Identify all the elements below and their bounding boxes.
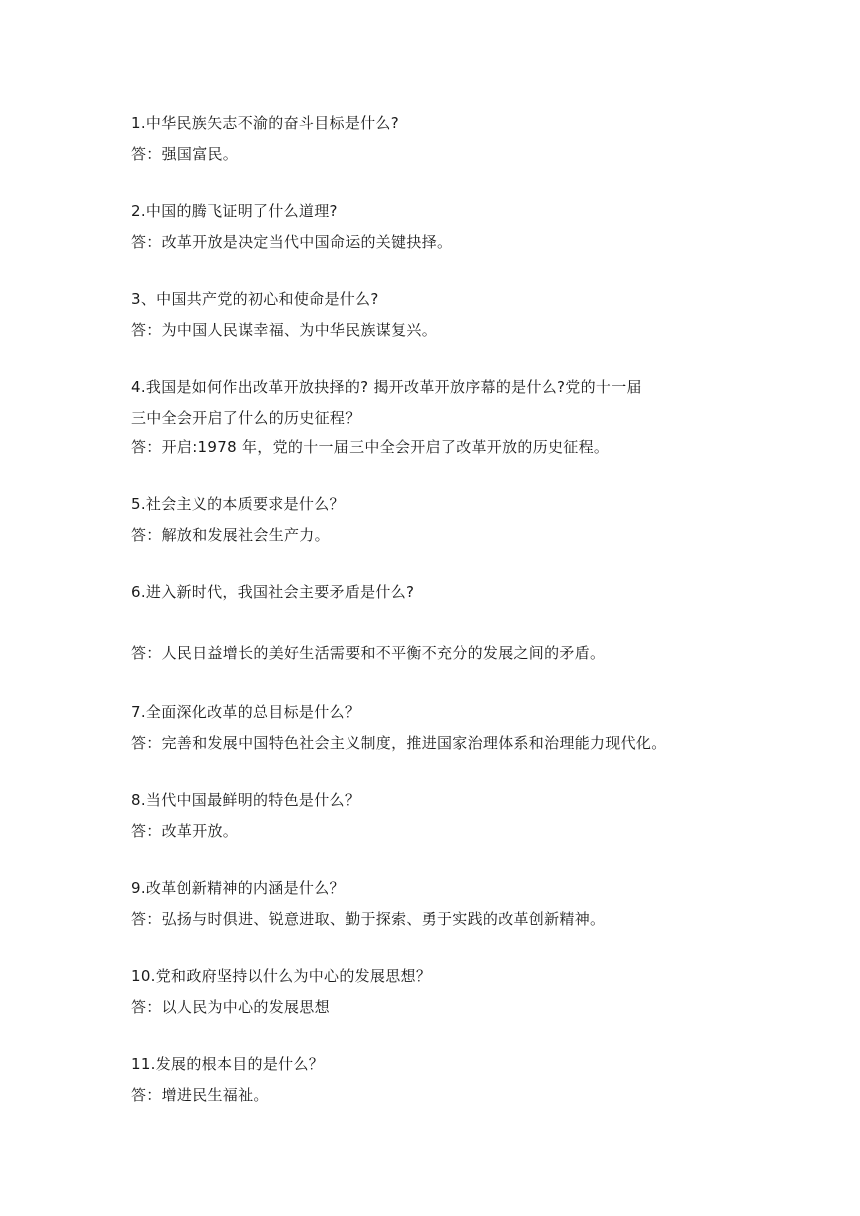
answer-2: 答：改革开放是决定当代中国命运的关键抉择。: [131, 233, 453, 251]
answer-4: 答：开启:1978 年，党的十一届三中全会开启了改革开放的历史征程。: [131, 438, 610, 456]
question-8: 8.当代中国最鲜明的特色是什么？: [131, 791, 361, 809]
question-5: 5.社会主义的本质要求是什么？: [131, 495, 345, 513]
answer-8: 答：改革开放。: [131, 822, 239, 840]
question-1: 1.中华民族矢志不渝的奋斗目标是什么?: [131, 114, 399, 132]
question-3: 3、中国共产党的初心和使命是什么?: [131, 290, 379, 308]
question-2: 2.中国的腾飞证明了什么道理?: [131, 202, 338, 220]
question-4: 4.我国是如何作出改革开放抉择的? 揭开改革开放序幕的是什么?党的十一届: [131, 378, 642, 396]
question-4-continued: 三中全会开启了什么的历史征程？: [131, 409, 361, 427]
answer-1: 答：强国富民。: [131, 145, 239, 163]
answer-10: 答：以人民为中心的发展思想: [131, 998, 330, 1016]
answer-7: 答：完善和发展中国特色社会主义制度，推进国家治理体系和治理能力现代化。: [131, 734, 667, 752]
answer-9: 答：弘扬与时俱进、锐意进取、勤于探索、勇于实践的改革创新精神。: [131, 910, 606, 928]
answer-5: 答：解放和发展社会生产力。: [131, 526, 330, 544]
answer-6: 答：人民日益增长的美好生活需要和不平衡不充分的发展之间的矛盾。: [131, 644, 606, 662]
question-7: 7.全面深化改革的总目标是什么？: [131, 703, 361, 721]
question-10: 10.党和政府坚持以什么为中心的发展思想？: [131, 967, 432, 985]
answer-11: 答：增进民生福祉。: [131, 1086, 269, 1104]
answer-3: 答：为中国人民谋幸福、为中华民族谋复兴。: [131, 321, 438, 339]
question-6: 6.进入新时代，我国社会主要矛盾是什么?: [131, 583, 415, 601]
question-11: 11.发展的根本目的是什么？: [131, 1055, 325, 1073]
question-9: 9.改革创新精神的内涵是什么？: [131, 879, 345, 897]
